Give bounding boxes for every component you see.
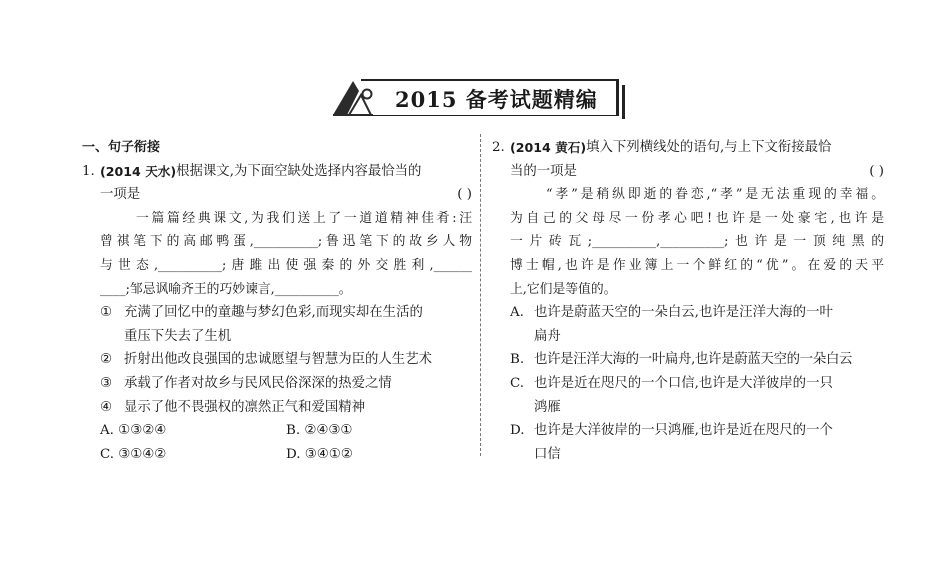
item-text: 折射出他改良强国的忠诚愿望与智慧为臣的人生艺术: [124, 352, 432, 368]
answer-paren: ( ): [869, 163, 884, 179]
question-source: (2014 天水): [100, 163, 177, 179]
passage: [492, 183, 884, 301]
page-title: 2015 备考试题精编: [395, 87, 598, 112]
passage-line: 与世态,__________;唐雎出使强秦的外交胜利,______: [100, 257, 472, 273]
option-mark: A.: [510, 305, 524, 321]
option-mark: B.: [510, 352, 525, 368]
passage-line: 上,它们是等值的。: [510, 281, 617, 297]
item-text: 承载了作者对故乡与民风民俗深深的热爱之情: [124, 375, 392, 391]
item-text-cont: 重压下失去了生机: [124, 328, 232, 344]
list-item: [100, 372, 472, 396]
answer-paren: ( ): [457, 187, 472, 203]
right-column: [492, 136, 884, 466]
passage-line: ____;邹忌讽喻齐王的巧妙谏言,__________。: [100, 281, 352, 297]
choice-b[interactable]: B. ②④③①: [286, 423, 353, 439]
item-mark: ④: [100, 399, 113, 415]
question-stem: 填入下列横线处的语句,与上下文衔接最恰: [586, 140, 832, 155]
passage: [82, 207, 472, 301]
option-list: [492, 301, 884, 466]
list-item: [100, 348, 472, 372]
list-item: [100, 301, 472, 325]
choice-a[interactable]: A. ①③②④: [100, 423, 167, 439]
question-1: [82, 160, 472, 467]
question-source: (2014 黄石): [510, 140, 587, 155]
option-d[interactable]: [510, 419, 884, 443]
option-c[interactable]: [510, 372, 884, 396]
passage-line: 曾祺笔下的高邮鸭蛋,__________;鲁迅笔下的故乡人物: [100, 234, 472, 250]
item-mark: ②: [100, 352, 113, 368]
question-number: 1.: [82, 163, 95, 179]
option-text: 也许是近在咫尺的一个口信,也许是大洋彼岸的一只: [534, 375, 833, 391]
list-item: [100, 396, 472, 420]
question-2: [492, 136, 884, 466]
question-number: 2.: [492, 140, 505, 155]
option-mark: C.: [510, 375, 525, 391]
passage-line: 一篇篇经典课文,为我们送上了一道道精神佳肴:汪: [136, 210, 472, 226]
title-banner: [331, 73, 623, 119]
item-mark: ③: [100, 375, 113, 391]
passage-line: “孝”是稍纵即逝的眷恋,“孝”是无法重现的幸福。: [546, 187, 884, 203]
passage-line: 为自己的父母尽一份孝心吧!也许是一处豪宅,也许是: [510, 210, 884, 226]
item-text: 显示了他不畏强权的凛然正气和爱国精神: [124, 399, 366, 415]
question-stem: 根据课文,为下面空缺处选择内容最恰当的: [176, 163, 422, 179]
option-text-cont: 口信: [534, 446, 561, 462]
option-b[interactable]: [510, 348, 884, 372]
option-text: 也许是蔚蓝天空的一朵白云,也许是汪洋大海的一叶: [534, 305, 833, 321]
option-text-cont: 鸿雁: [534, 399, 561, 415]
question-stem-cont: 一项是: [100, 187, 141, 203]
passage-line: 博士帽,也许是作业簿上一个鲜红的“优”。在爱的天平: [510, 257, 884, 273]
choice-d[interactable]: D. ③④①②: [286, 446, 353, 462]
choice-c[interactable]: C. ③①④②: [100, 446, 167, 462]
option-a[interactable]: [510, 301, 884, 325]
passage-line: 一片砖瓦;__________,__________;也许是一顶纯黑的: [510, 234, 884, 250]
section-heading: 一、句子衔接: [82, 140, 161, 155]
question-stem-cont: 当的一项是: [510, 163, 577, 179]
item-mark: ①: [100, 305, 113, 321]
option-text: 也许是大洋彼岸的一只鸿雁,也许是近在咫尺的一个: [534, 423, 833, 439]
option-mark: D.: [510, 423, 525, 439]
left-column: [82, 136, 472, 466]
column-divider: [480, 134, 481, 456]
answer-choices: [82, 419, 472, 466]
item-text: 充满了回忆中的童趣与梦幻色彩,而现实却在生活的: [124, 305, 423, 321]
option-text: 也许是汪洋大海的一叶扁舟,也许是蔚蓝天空的一朵白云: [534, 352, 853, 368]
option-text-cont: 扁舟: [534, 328, 561, 344]
item-list: [82, 301, 472, 419]
